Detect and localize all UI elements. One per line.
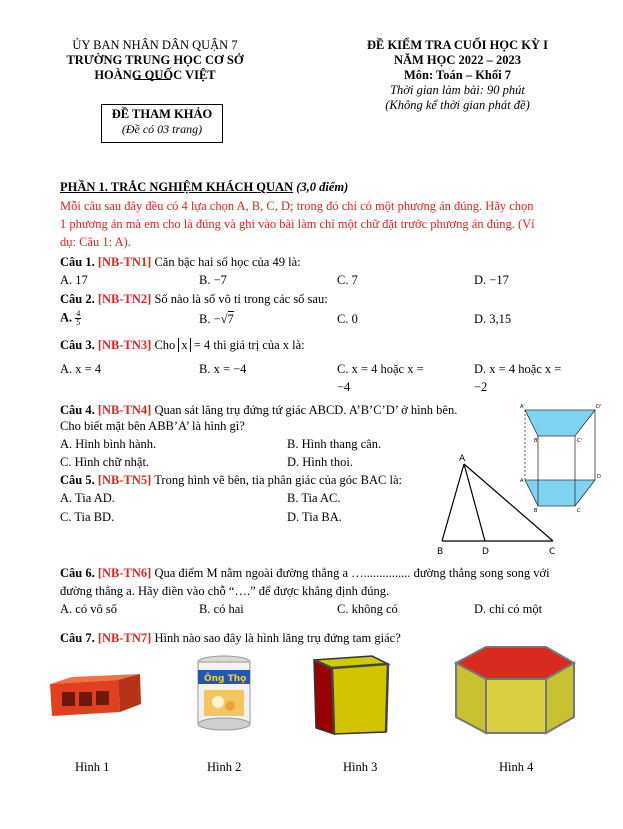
label-a: A xyxy=(520,478,524,484)
question-5: Câu 5. [NB-TN5] Trong hình vẽ bên, tia phân giác của góc BAC là: xyxy=(60,473,402,487)
hexagonal-prism-image[interactable] xyxy=(446,643,584,741)
question-4-line-2: Cho biết mặt bên ABB’A’ là hình gì? xyxy=(60,419,245,433)
part-title: PHẦN 1. TRẮC NGHIỆM KHÁCH QUAN xyxy=(60,180,294,194)
question-6-line-2: đường thẳng a. Hãy điền vào chỗ “….” để được khẳng định đúng. xyxy=(60,584,390,598)
reference-subtitle: (Đề có 03 trang) xyxy=(121,122,203,136)
label-b-prime: B' xyxy=(534,438,539,444)
q3-option-d-cont: −2 xyxy=(474,380,488,394)
label-d-prime: D' xyxy=(596,404,602,410)
label-b: B xyxy=(534,508,538,514)
reference-title: ĐỀ THAM KHẢO xyxy=(111,107,213,121)
q1-option-b[interactable]: B. −7 xyxy=(199,273,227,287)
reference-box xyxy=(101,104,223,143)
absolute-value: x xyxy=(178,338,190,352)
time-note: (Không kể thời gian phát đề) xyxy=(385,98,530,112)
question-3: Câu 3. [NB-TN3] Cho x = 4 thì giá trị của x là: xyxy=(60,338,305,352)
q4-option-a[interactable]: A. Hình bình hành. xyxy=(60,437,157,451)
caption-hinh-3: Hình 3 xyxy=(343,760,378,774)
header-authority: ỦY BAN NHÂN DÂN QUẬN 7 xyxy=(72,38,238,52)
q1-option-c[interactable]: C. 7 xyxy=(337,273,358,287)
q2-option-b[interactable]: B. −√7 xyxy=(199,312,234,326)
instruction-line-2: 1 phương án mà em cho là đúng và ghi vào bài làm chỉ một chữ đặt trước phương án đúng. (Ví xyxy=(60,217,535,231)
q6-option-c[interactable]: C. không có xyxy=(337,602,398,616)
brick-hole-3 xyxy=(96,691,109,705)
q1-option-d[interactable]: D. −17 xyxy=(474,273,509,287)
fraction: $\frac{4}{5}$ xyxy=(76,309,81,327)
q3-option-b[interactable]: B. x = −4 xyxy=(199,362,247,376)
q3-option-d[interactable]: D. x = 4 hoặc x = xyxy=(474,362,562,376)
caption-hinh-1: Hình 1 xyxy=(75,760,110,774)
prism-top-face xyxy=(525,410,595,436)
question-6: Câu 6. [NB-TN6] Qua điểm M nằm ngoài đường thẳng a …............... đường thẳng song song với xyxy=(60,566,550,580)
subject: Môn: Toán – Khối 7 xyxy=(404,68,511,82)
can-label: Ông Thọ xyxy=(204,674,247,684)
time-limit: Thời gian làm bài: 90 phút xyxy=(390,83,525,97)
q3-option-c-cont: −4 xyxy=(337,380,351,394)
tri-label-a: A xyxy=(459,454,466,464)
q1-option-a[interactable]: A. 17 xyxy=(60,273,88,287)
part-points: (3,0 điểm) xyxy=(296,180,349,194)
part-heading xyxy=(60,180,348,195)
label-a-prime: A' xyxy=(520,404,525,410)
caption-hinh-4: Hình 4 xyxy=(499,760,534,774)
q6-option-a[interactable]: A. có vô số xyxy=(60,602,117,616)
question-7: Câu 7. [NB-TN7] Hình nào sao đây là hình lăng trụ đứng tam giác? xyxy=(60,631,401,645)
q3-option-c[interactable]: C. x = 4 hoặc x = xyxy=(337,362,424,376)
caption-hinh-2: Hình 2 xyxy=(207,760,242,774)
milk-can-image[interactable] xyxy=(194,654,254,732)
header-school: TRƯỜNG TRUNG HỌC CƠ SỞ xyxy=(66,53,244,67)
q6-option-d[interactable]: D. chỉ có một xyxy=(474,602,543,616)
q4-option-c[interactable]: C. Hình chữ nhật. xyxy=(60,455,150,469)
header-school-name: HOÀNG QUỐC VIỆT xyxy=(94,68,216,82)
brick-hole-1 xyxy=(62,692,75,706)
school-year: NĂM HỌC 2022 – 2023 xyxy=(393,53,522,67)
triangle-figure xyxy=(432,450,567,558)
question-2: Câu 2. [NB-TN2] Số nào là số vô tỉ trong các số sau: xyxy=(60,292,328,306)
label-c: C xyxy=(577,508,581,514)
label-d: D xyxy=(597,474,601,480)
instruction-line-1: Mỗi câu sau đây đều có 4 lựa chọn A, B, C, D; trong đó chỉ có một phương án đúng. Hãy chọn xyxy=(60,199,534,213)
instruction-line-3: dụ: Câu 1: A). xyxy=(60,235,131,249)
q2-option-a[interactable]: A. $\frac{4}{5}$ xyxy=(60,309,81,327)
triangular-prism-image[interactable] xyxy=(308,650,393,740)
question-1: Câu 1. [NB-TN1] Căn bậc hai số học của 49 là: xyxy=(60,255,301,269)
brick-hole-2 xyxy=(79,692,92,706)
sqrt-icon: √ xyxy=(220,312,228,326)
tri-label-c: C xyxy=(549,547,556,557)
brick-side xyxy=(118,674,141,712)
tri-label-b: B xyxy=(437,547,444,557)
q5-option-d[interactable]: D. Tia BA. xyxy=(287,510,342,524)
q6-option-b[interactable]: B. có hai xyxy=(199,602,244,616)
tri-label-d: D xyxy=(482,547,489,557)
q3-option-a[interactable]: A. x = 4 xyxy=(60,362,102,376)
q5-option-c[interactable]: C. Tia BD. xyxy=(60,510,115,524)
q2-option-c[interactable]: C. 0 xyxy=(337,312,358,326)
q4-option-b[interactable]: B. Hình thang cân. xyxy=(287,437,382,451)
q4-option-d[interactable]: D. Hình thoi. xyxy=(287,455,353,469)
brick-image[interactable] xyxy=(48,664,143,719)
header-underline xyxy=(134,79,171,80)
q5-option-b[interactable]: B. Tia AC. xyxy=(287,491,341,505)
q2-option-d[interactable]: D. 3,15 xyxy=(474,312,512,326)
exam-title: ĐỀ KIỂM TRA CUỐI HỌC KỲ I xyxy=(366,38,549,52)
q5-option-a[interactable]: A. Tia AD. xyxy=(60,491,115,505)
label-c-prime: C' xyxy=(577,438,582,444)
question-4: Câu 4. [NB-TN4] Quan sát lăng trụ đứng tứ giác ABCD. A’B’C’D’ ở hình bên. xyxy=(60,403,458,417)
